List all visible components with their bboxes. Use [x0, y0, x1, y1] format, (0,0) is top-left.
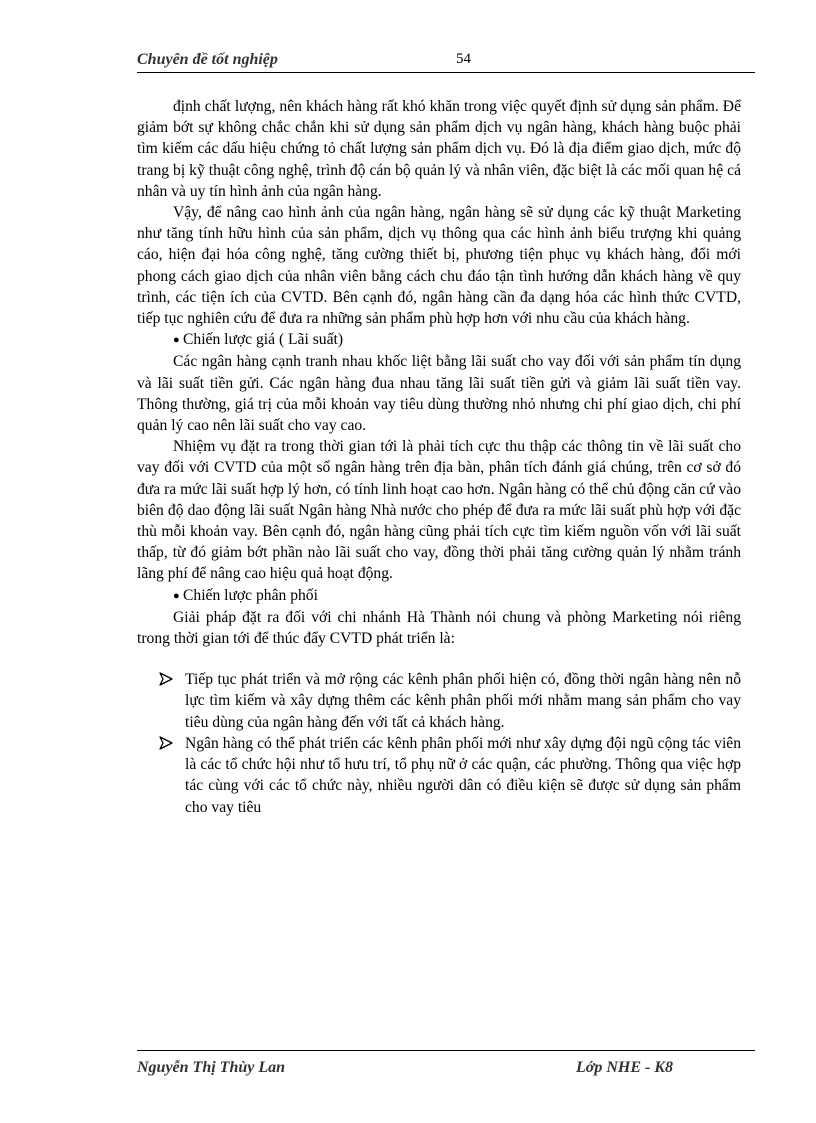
- arrow-bullet-icon: [159, 672, 173, 686]
- list-item: [137, 669, 741, 733]
- spacer: [137, 649, 741, 669]
- document-body: [137, 96, 741, 818]
- paragraph: Các ngân hàng cạnh tranh nhau khốc liệt bằng lãi suất cho vay đối với sản phẩm tín dụng và lãi suất tiền gửi. Các ngân hàng đua nhau tăng lãi suất tiền gửi và giảm lãi suất tiền vay. Thông thường, giá trị của mỗi khoản vay tiêu dùng thường nhỏ nhưng chi phí giao dịch, chi phí quản lý cao nên lãi suất cho vay cao.: [137, 353, 741, 435]
- page-footer: [137, 1050, 755, 1076]
- arrow-list: [137, 669, 741, 817]
- list-item-text: Tiếp tục phát triển và mở rộng các kênh phân phối hiện có, đồng thời ngân hàng nên nỗ lực tìm kiếm và xây dựng thêm các kênh phân phối mới nhằm mang sản phẩm cho vay tiêu dùng của ngân hàng đến với tất cả khách hàng.: [185, 671, 741, 731]
- page-header: [137, 50, 755, 73]
- bullet-heading-text: Chiến lược giá ( Lãi suất): [183, 331, 344, 349]
- bullet-heading-price: [137, 329, 741, 351]
- header-title: Chuyên đề tốt nghiệp: [137, 51, 278, 68]
- page-number: 54: [456, 51, 471, 67]
- list-item: [137, 733, 741, 818]
- bullet-dot-icon: ●: [173, 589, 180, 602]
- paragraph: định chất lượng, nên khách hàng rất khó khăn trong việc quyết định sử dụng sản phẩm. Để giảm bớt sự không chắc chắn khi sử dụng sản phẩm dịch vụ ngân hàng, khách hàng buộc phải tìm kiếm các dấu hiệu chứng tỏ chất lượng sản phẩm dịch vụ. Đó là địa điểm giao dịch, mức độ trang bị kỹ thuật công nghệ, trình độ cán bộ quản lý và nhân viên, đặc biệt là các mối quan hệ cá nhân và uy tín hình ảnh của ngân hàng.: [137, 98, 741, 200]
- paragraph: Nhiệm vụ đặt ra trong thời gian tới là phải tích cực thu thập các thông tin về lãi suất cho vay đối với CVTD của một số ngân hàng trên địa bàn, phân tích đánh giá chúng, trên cơ sở đó đưa ra mức lãi suất hợp lý hơn, có tính linh hoạt cao hơn. Ngân hàng có thể chủ động căn cứ vào biên độ dao động lãi suất Ngân hàng Nhà nước cho phép để đưa ra mức lãi suất phù hợp với đặc thù mỗi khoản vay. Bên cạnh đó, ngân hàng cũng phải tích cực tìm kiếm nguồn vốn với lãi suất thấp, từ đó giảm bớt phần nào lãi suất cho vay, đồng thời phải tăng cường quản lý nhằm tránh lãng phí để nâng cao hiệu quả hoạt động.: [137, 438, 741, 583]
- paragraph: Giải pháp đặt ra đối với chi nhánh Hà Thành nói chung và phòng Marketing nói riêng trong thời gian tới để thúc đẩy CVTD phát triển là:: [137, 608, 741, 648]
- bullet-heading-distribution: [137, 585, 741, 607]
- footer-author: Nguyễn Thị Thùy Lan: [137, 1059, 286, 1076]
- arrow-bullet-icon: [159, 736, 173, 750]
- footer-class: Lớp NHE - K8: [576, 1059, 674, 1076]
- bullet-dot-icon: ●: [173, 334, 180, 347]
- paragraph: Vậy, để nâng cao hình ảnh của ngân hàng, ngân hàng sẽ sử dụng các kỹ thuật Marketing như tăng tính hữu hình của sản phẩm, dịch vụ thông qua các hình ảnh biểu trượng khi quảng cáo, hiện đại hóa công nghệ, tăng cường thiết bị, phương tiện phục vụ khách hàng, đổi mới phong cách giao dịch của nhân viên bằng cách chu đáo tận tình hướng dẫn khách hàng về quy trình, các tiện ích của CVTD. Bên cạnh đó, ngân hàng cần đa dạng hóa các hình thức CVTD, tiếp tục nghiên cứu để đưa ra những sản phẩm phù hợp hơn với nhu cầu của khách hàng.: [137, 204, 741, 328]
- bullet-heading-text: Chiến lược phân phối: [183, 586, 318, 604]
- list-item-text: Ngân hàng có thể phát triển các kênh phân phối mới như xây dựng đội ngũ cộng tác viên là các tổ chức hội như tổ hưu trí, tổ phụ nữ ở các quận, các phường. Thông qua việc hợp tác cùng với các tổ chức này, nhiều người dân có điều kiện sẽ được sử dụng sản phẩm cho vay tiêu: [185, 734, 741, 816]
